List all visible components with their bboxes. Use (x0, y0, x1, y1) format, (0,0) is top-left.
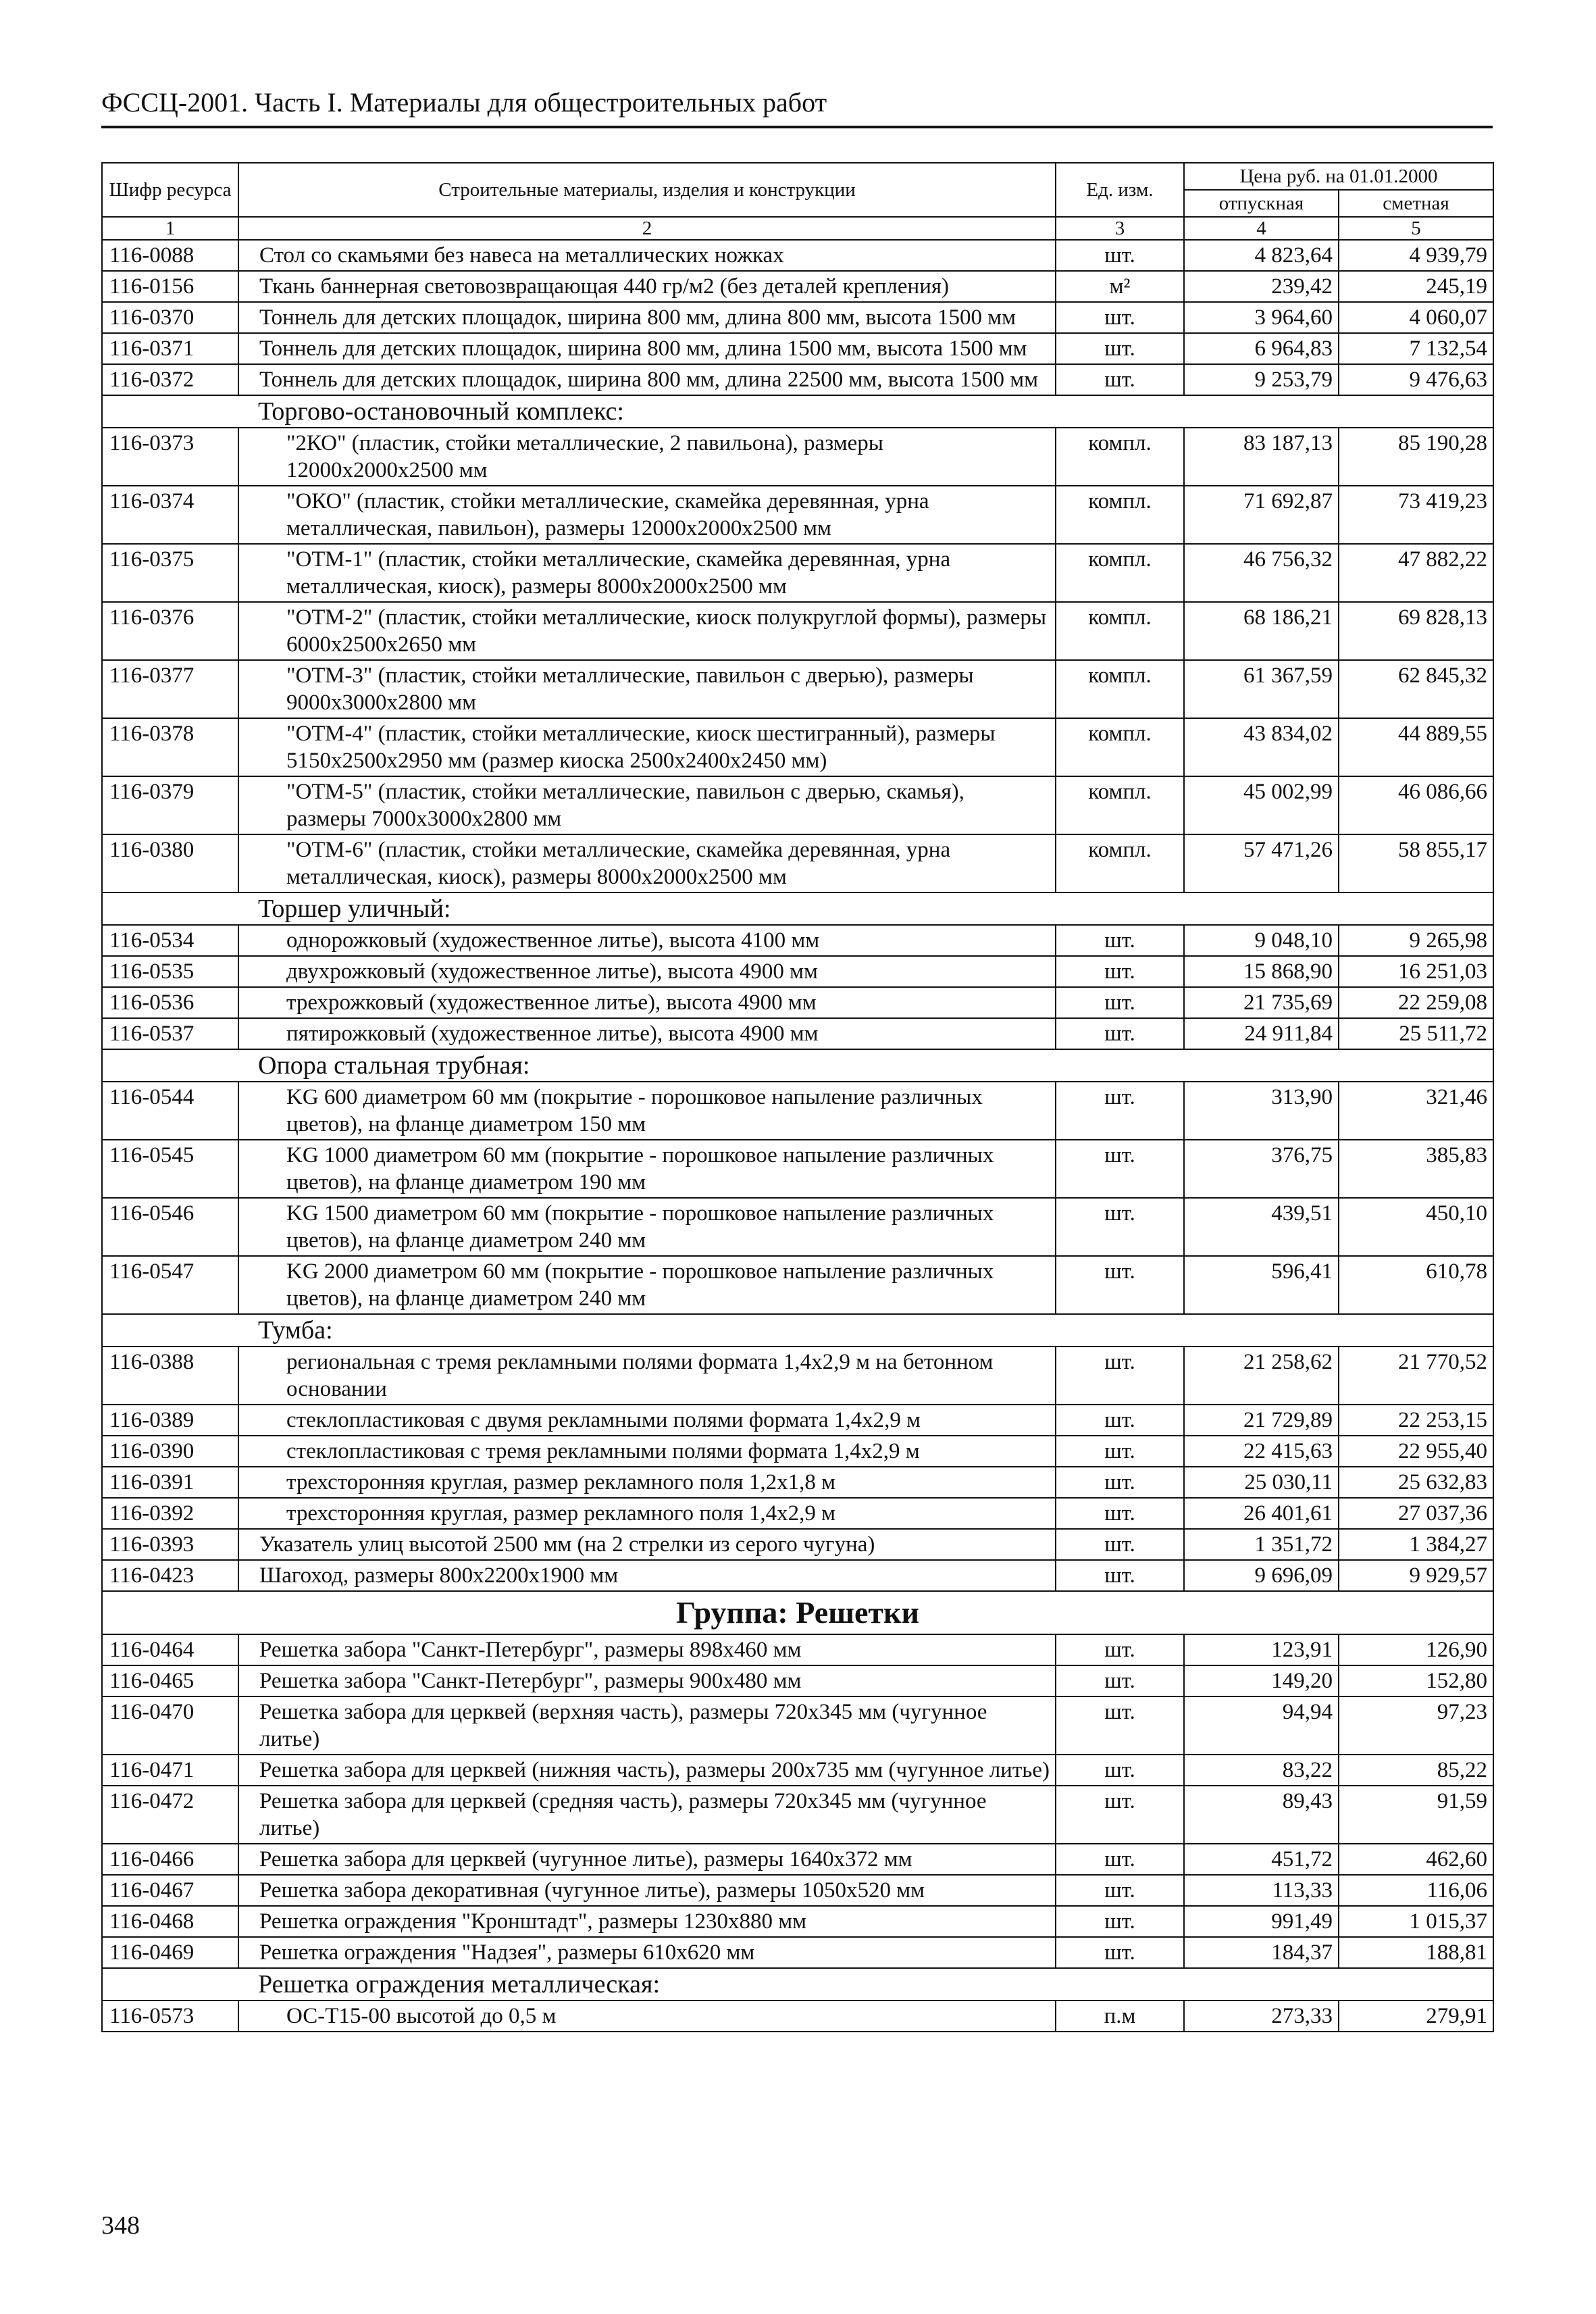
unit-cell: шт. (1056, 1467, 1184, 1498)
release-price: 45 002,99 (1184, 776, 1339, 834)
unit-cell: шт. (1056, 1906, 1184, 1937)
table-row (102, 834, 1493, 892)
resource-code: 116-0545 (102, 1140, 238, 1198)
resource-code: 116-0468 (102, 1906, 238, 1937)
header-price-group: Цена руб. на 01.01.2000 (1184, 163, 1493, 190)
unit-cell: шт. (1056, 1786, 1184, 1844)
unit-cell: компл. (1056, 486, 1184, 544)
estimate-price: 25 632,83 (1339, 1467, 1493, 1498)
unit-cell: п.м (1056, 2001, 1184, 2032)
estimate-price: 85,22 (1339, 1755, 1493, 1786)
table-row (102, 1786, 1493, 1844)
unit-cell: компл. (1056, 834, 1184, 892)
resource-code: 116-0390 (102, 1436, 238, 1467)
unit-cell: шт. (1056, 240, 1184, 271)
material-name: "ОКО" (пластик, стойки металлические, скамейка деревянная, урна металлическая, павильон), размеры 12000х2000х2500 мм (238, 486, 1056, 544)
resource-code: 116-0380 (102, 834, 238, 892)
release-price: 89,43 (1184, 1786, 1339, 1844)
material-name: Шагоход, размеры 800х2200х1900 мм (238, 1560, 1056, 1591)
resource-code: 116-0534 (102, 925, 238, 956)
table-row (102, 1436, 1493, 1467)
table-row (102, 1082, 1493, 1140)
release-price: 83 187,13 (1184, 428, 1339, 486)
header-estimate-price: сметная (1339, 190, 1493, 217)
material-name: "ОТМ-5" (пластик, стойки металлические, павильон с дверью, скамья), размеры 7000х3000х2800 мм (238, 776, 1056, 834)
table-row (102, 1696, 1493, 1755)
material-name: KG 2000 диаметром 60 мм (покрытие - порошковое напыление различных цветов), на фланце диаметром 240 мм (238, 1256, 1056, 1314)
release-price: 68 186,21 (1184, 602, 1339, 660)
release-price: 22 415,63 (1184, 1436, 1339, 1467)
unit-cell: шт. (1056, 1665, 1184, 1696)
material-name: Стол со скамьями без навеса на металлических ножках (238, 240, 1056, 271)
section-heading: Торшер уличный: (102, 892, 1493, 925)
section-heading: Тумба: (102, 1314, 1493, 1347)
release-price: 991,49 (1184, 1906, 1339, 1937)
estimate-price: 1 384,27 (1339, 1529, 1493, 1560)
header-code: Шифр ресурса (102, 163, 238, 217)
material-name: "2КО" (пластик, стойки металлические, 2 павильона), размеры 12000х2000х2500 мм (238, 428, 1056, 486)
estimate-price: 22 955,40 (1339, 1436, 1493, 1467)
estimate-price: 97,23 (1339, 1696, 1493, 1755)
unit-cell: шт. (1056, 1198, 1184, 1256)
unit-cell: шт. (1056, 1844, 1184, 1875)
section-heading: Опора стальная трубная: (102, 1049, 1493, 1082)
unit-cell: компл. (1056, 428, 1184, 486)
material-name: пятирожковый (художественное литье), высота 4900 мм (238, 1018, 1056, 1049)
material-name: трехсторонняя круглая, размер рекламного поля 1,2х1,8 м (238, 1467, 1056, 1498)
material-name: стеклопластиковая с тремя рекламными полями формата 1,4х2,9 м (238, 1436, 1056, 1467)
material-name: Решетка забора для церквей (верхняя часть), размеры 720х345 мм (чугунное литье) (238, 1696, 1056, 1755)
column-number: 5 (1339, 217, 1493, 240)
unit-cell: шт. (1056, 1405, 1184, 1436)
section-heading: Решетка ограждения металлическая: (102, 1968, 1493, 2001)
table-body (102, 240, 1493, 2032)
unit-cell: м² (1056, 271, 1184, 302)
estimate-price: 9 476,63 (1339, 364, 1493, 395)
table-row (102, 544, 1493, 602)
resource-code: 116-0393 (102, 1529, 238, 1560)
release-price: 26 401,61 (1184, 1498, 1339, 1529)
resource-code: 116-0467 (102, 1875, 238, 1906)
unit-cell: шт. (1056, 987, 1184, 1018)
unit-cell: шт. (1056, 1937, 1184, 1968)
estimate-price: 462,60 (1339, 1844, 1493, 1875)
table-row (102, 660, 1493, 718)
resource-code: 116-0375 (102, 544, 238, 602)
release-price: 15 868,90 (1184, 956, 1339, 987)
group-heading: Группа: Решетки (102, 1591, 1493, 1634)
release-price: 184,37 (1184, 1937, 1339, 1968)
material-name: KG 1000 диаметром 60 мм (покрытие - порошковое напыление различных цветов), на фланце диаметром 190 мм (238, 1140, 1056, 1198)
unit-cell: шт. (1056, 1560, 1184, 1591)
resource-code: 116-0546 (102, 1198, 238, 1256)
resource-code: 116-0536 (102, 987, 238, 1018)
estimate-price: 91,59 (1339, 1786, 1493, 1844)
release-price: 57 471,26 (1184, 834, 1339, 892)
unit-cell: шт. (1056, 1696, 1184, 1755)
resource-code: 116-0156 (102, 271, 238, 302)
group-heading-row (102, 1591, 1493, 1634)
estimate-price: 279,91 (1339, 2001, 1493, 2032)
unit-cell: шт. (1056, 1082, 1184, 1140)
estimate-price: 44 889,55 (1339, 718, 1493, 776)
material-name: Ткань баннерная световозвращающая 440 гр/м2 (без деталей крепления) (238, 271, 1056, 302)
resource-code: 116-0391 (102, 1467, 238, 1498)
estimate-price: 22 253,15 (1339, 1405, 1493, 1436)
unit-cell: шт. (1056, 956, 1184, 987)
resource-code: 116-0374 (102, 486, 238, 544)
table-row (102, 302, 1493, 333)
table-row (102, 925, 1493, 956)
resource-code: 116-0547 (102, 1256, 238, 1314)
release-price: 94,94 (1184, 1696, 1339, 1755)
release-price: 25 030,11 (1184, 1467, 1339, 1498)
unit-cell: шт. (1056, 1875, 1184, 1906)
table-row (102, 956, 1493, 987)
material-name: Указатель улиц высотой 2500 мм (на 2 стрелки из серого чугуна) (238, 1529, 1056, 1560)
table-row (102, 776, 1493, 834)
resource-code: 116-0573 (102, 2001, 238, 2032)
table-row (102, 1498, 1493, 1529)
unit-cell: шт. (1056, 1634, 1184, 1665)
material-name: Решетка ограждения "Кронштадт", размеры 1230х880 мм (238, 1906, 1056, 1937)
material-name: Тоннель для детских площадок, ширина 800 мм, длина 22500 мм, высота 1500 мм (238, 364, 1056, 395)
release-price: 439,51 (1184, 1198, 1339, 1256)
estimate-price: 450,10 (1339, 1198, 1493, 1256)
resource-code: 116-0472 (102, 1786, 238, 1844)
estimate-price: 321,46 (1339, 1082, 1493, 1140)
release-price: 61 367,59 (1184, 660, 1339, 718)
release-price: 6 964,83 (1184, 333, 1339, 364)
unit-cell: шт. (1056, 1529, 1184, 1560)
header-unit: Ед. изм. (1056, 163, 1184, 217)
material-name: Решетка забора "Санкт-Петербург", размеры 898х460 мм (238, 1634, 1056, 1665)
price-table-container (101, 162, 1493, 2032)
release-price: 113,33 (1184, 1875, 1339, 1906)
release-price: 9 253,79 (1184, 364, 1339, 395)
unit-cell: шт. (1056, 302, 1184, 333)
unit-cell: шт. (1056, 1256, 1184, 1314)
estimate-price: 116,06 (1339, 1875, 1493, 1906)
material-name: "ОТМ-1" (пластик, стойки металлические, скамейка деревянная, урна металлическая, киоск), размеры 8000х2000х2500 мм (238, 544, 1056, 602)
column-number: 3 (1056, 217, 1184, 240)
table-row (102, 1755, 1493, 1786)
page-header: ФССЦ-2001. Часть I. Материалы для общестроительных работ (101, 86, 1493, 128)
unit-cell: шт. (1056, 1755, 1184, 1786)
estimate-price: 188,81 (1339, 1937, 1493, 1968)
unit-cell: компл. (1056, 544, 1184, 602)
table-row (102, 240, 1493, 271)
release-price: 239,42 (1184, 271, 1339, 302)
release-price: 596,41 (1184, 1256, 1339, 1314)
material-name: трехрожковый (художественное литье), высота 4900 мм (238, 987, 1056, 1018)
estimate-price: 152,80 (1339, 1665, 1493, 1696)
release-price: 21 258,62 (1184, 1347, 1339, 1405)
resource-code: 116-0544 (102, 1082, 238, 1140)
release-price: 376,75 (1184, 1140, 1339, 1198)
material-name: KG 1500 диаметром 60 мм (покрытие - порошковое напыление различных цветов), на фланце диаметром 240 мм (238, 1198, 1056, 1256)
estimate-price: 22 259,08 (1339, 987, 1493, 1018)
section-heading-row (102, 892, 1493, 925)
resource-code: 116-0377 (102, 660, 238, 718)
release-price: 71 692,87 (1184, 486, 1339, 544)
table-row (102, 271, 1493, 302)
release-price: 4 823,64 (1184, 240, 1339, 271)
resource-code: 116-0373 (102, 428, 238, 486)
price-table (101, 162, 1494, 2032)
resource-code: 116-0388 (102, 1347, 238, 1405)
table-row (102, 428, 1493, 486)
resource-code: 116-0376 (102, 602, 238, 660)
unit-cell: шт. (1056, 364, 1184, 395)
table-row (102, 1529, 1493, 1560)
unit-cell: шт. (1056, 1140, 1184, 1198)
resource-code: 116-0423 (102, 1560, 238, 1591)
material-name: Решетка ограждения "Надзея", размеры 610х620 мм (238, 1937, 1056, 1968)
material-name: трехсторонняя круглая, размер рекламного поля 1,4х2,9 м (238, 1498, 1056, 1529)
estimate-price: 85 190,28 (1339, 428, 1493, 486)
resource-code: 116-0371 (102, 333, 238, 364)
resource-code: 116-0392 (102, 1498, 238, 1529)
unit-cell: шт. (1056, 1436, 1184, 1467)
resource-code: 116-0389 (102, 1405, 238, 1436)
material-name: однорожковый (художественное литье), высота 4100 мм (238, 925, 1056, 956)
estimate-price: 47 882,22 (1339, 544, 1493, 602)
material-name: региональная с тремя рекламными полями формата 1,4х2,9 м на бетонном основании (238, 1347, 1056, 1405)
material-name: "ОТМ-3" (пластик, стойки металлические, павильон с дверью), размеры 9000х3000х2800 мм (238, 660, 1056, 718)
table-row (102, 1634, 1493, 1665)
estimate-price: 4 060,07 (1339, 302, 1493, 333)
section-heading: Торгово-остановочный комплекс: (102, 395, 1493, 428)
table-row (102, 1256, 1493, 1314)
table-row (102, 1018, 1493, 1049)
resource-code: 116-0466 (102, 1844, 238, 1875)
unit-cell: шт. (1056, 925, 1184, 956)
material-name: Решетка забора декоративная (чугунное литье), размеры 1050х520 мм (238, 1875, 1056, 1906)
estimate-price: 21 770,52 (1339, 1347, 1493, 1405)
release-price: 123,91 (1184, 1634, 1339, 1665)
estimate-price: 27 037,36 (1339, 1498, 1493, 1529)
release-price: 46 756,32 (1184, 544, 1339, 602)
resource-code: 116-0465 (102, 1665, 238, 1696)
unit-cell: компл. (1056, 776, 1184, 834)
material-name: Решетка забора для церквей (чугунное литье), размеры 1640х372 мм (238, 1844, 1056, 1875)
material-name: Тоннель для детских площадок, ширина 800 мм, длина 800 мм, высота 1500 мм (238, 302, 1056, 333)
column-number: 1 (102, 217, 238, 240)
material-name: Решетка забора для церквей (нижняя часть), размеры 200х735 мм (чугунное литье) (238, 1755, 1056, 1786)
resource-code: 116-0469 (102, 1937, 238, 1968)
material-name: ОС-Т15-00 высотой до 0,5 м (238, 2001, 1056, 2032)
material-name: стеклопластиковая с двумя рекламными полями формата 1,4х2,9 м (238, 1405, 1056, 1436)
material-name: KG 600 диаметром 60 мм (покрытие - порошковое напыление различных цветов), на фланце диаметром 150 мм (238, 1082, 1056, 1140)
resource-code: 116-0088 (102, 240, 238, 271)
release-price: 149,20 (1184, 1665, 1339, 1696)
table-row (102, 1937, 1493, 1968)
estimate-price: 62 845,32 (1339, 660, 1493, 718)
resource-code: 116-0537 (102, 1018, 238, 1049)
unit-cell: компл. (1056, 660, 1184, 718)
estimate-price: 9 929,57 (1339, 1560, 1493, 1591)
material-name: Решетка забора "Санкт-Петербург", размеры 900х480 мм (238, 1665, 1056, 1696)
section-heading-row (102, 395, 1493, 428)
table-row (102, 1844, 1493, 1875)
table-row (102, 1405, 1493, 1436)
page-number: 348 (101, 2211, 140, 2240)
table-row (102, 1347, 1493, 1405)
estimate-price: 610,78 (1339, 1256, 1493, 1314)
release-price: 273,33 (1184, 2001, 1339, 2032)
table-row (102, 486, 1493, 544)
table-row (102, 718, 1493, 776)
table-row (102, 1467, 1493, 1498)
material-name: "ОТМ-6" (пластик, стойки металлические, скамейка деревянная, урна металлическая, киоск), размеры 8000х2000х2500 мм (238, 834, 1056, 892)
header-release-price: отпускная (1184, 190, 1339, 217)
material-name: "ОТМ-2" (пластик, стойки металлические, киоск полукруглой формы), размеры 6000х2500х2650 мм (238, 602, 1056, 660)
table-row (102, 364, 1493, 395)
estimate-price: 73 419,23 (1339, 486, 1493, 544)
release-price: 83,22 (1184, 1755, 1339, 1786)
resource-code: 116-0535 (102, 956, 238, 987)
estimate-price: 245,19 (1339, 271, 1493, 302)
table-row (102, 1665, 1493, 1696)
material-name: двухрожковый (художественное литье), высота 4900 мм (238, 956, 1056, 987)
estimate-price: 4 939,79 (1339, 240, 1493, 271)
release-price: 24 911,84 (1184, 1018, 1339, 1049)
estimate-price: 385,83 (1339, 1140, 1493, 1198)
table-row (102, 1560, 1493, 1591)
table-row (102, 602, 1493, 660)
release-price: 9 048,10 (1184, 925, 1339, 956)
resource-code: 116-0372 (102, 364, 238, 395)
column-number-row (102, 217, 1493, 240)
resource-code: 116-0370 (102, 302, 238, 333)
header-name: Строительные материалы, изделия и конструкции (238, 163, 1056, 217)
resource-code: 116-0378 (102, 718, 238, 776)
estimate-price: 9 265,98 (1339, 925, 1493, 956)
estimate-price: 46 086,66 (1339, 776, 1493, 834)
release-price: 1 351,72 (1184, 1529, 1339, 1560)
resource-code: 116-0464 (102, 1634, 238, 1665)
table-row (102, 2001, 1493, 2032)
estimate-price: 126,90 (1339, 1634, 1493, 1665)
release-price: 21 729,89 (1184, 1405, 1339, 1436)
estimate-price: 69 828,13 (1339, 602, 1493, 660)
table-row (102, 987, 1493, 1018)
unit-cell: шт. (1056, 1498, 1184, 1529)
column-number: 2 (238, 217, 1056, 240)
release-price: 9 696,09 (1184, 1560, 1339, 1591)
table-row (102, 333, 1493, 364)
material-name: Тоннель для детских площадок, ширина 800 мм, длина 1500 мм, высота 1500 мм (238, 333, 1056, 364)
unit-cell: шт. (1056, 1347, 1184, 1405)
estimate-price: 7 132,54 (1339, 333, 1493, 364)
unit-cell: компл. (1056, 602, 1184, 660)
resource-code: 116-0470 (102, 1696, 238, 1755)
release-price: 21 735,69 (1184, 987, 1339, 1018)
unit-cell: компл. (1056, 718, 1184, 776)
resource-code: 116-0471 (102, 1755, 238, 1786)
estimate-price: 58 855,17 (1339, 834, 1493, 892)
material-name: "ОТМ-4" (пластик, стойки металлические, киоск шестигранный), размеры 5150х2500х2950 мм (размер киоска 2500х2400х2450 мм) (238, 718, 1056, 776)
table-row (102, 1198, 1493, 1256)
unit-cell: шт. (1056, 1018, 1184, 1049)
resource-code: 116-0379 (102, 776, 238, 834)
estimate-price: 25 511,72 (1339, 1018, 1493, 1049)
release-price: 43 834,02 (1184, 718, 1339, 776)
release-price: 451,72 (1184, 1844, 1339, 1875)
release-price: 3 964,60 (1184, 302, 1339, 333)
estimate-price: 1 015,37 (1339, 1906, 1493, 1937)
section-heading-row (102, 1049, 1493, 1082)
table-row (102, 1875, 1493, 1906)
section-heading-row (102, 1968, 1493, 2001)
table-header (102, 163, 1493, 240)
section-heading-row (102, 1314, 1493, 1347)
column-number: 4 (1184, 217, 1339, 240)
unit-cell: шт. (1056, 333, 1184, 364)
material-name: Решетка забора для церквей (средняя часть), размеры 720х345 мм (чугунное литье) (238, 1786, 1056, 1844)
table-row (102, 1906, 1493, 1937)
estimate-price: 16 251,03 (1339, 956, 1493, 987)
table-row (102, 1140, 1493, 1198)
release-price: 313,90 (1184, 1082, 1339, 1140)
